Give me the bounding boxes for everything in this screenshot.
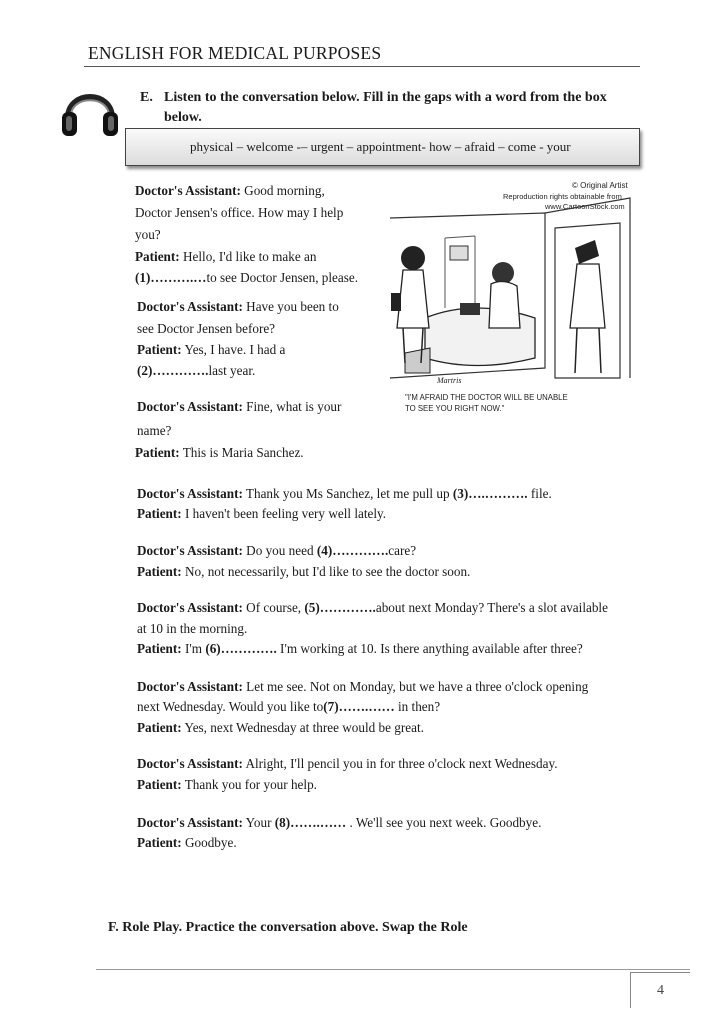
headphones-icon (58, 80, 122, 140)
speaker-label: Patient: (137, 835, 182, 850)
gap-4: (4)…………. (316, 543, 389, 558)
gap-5: (5)…………. (304, 600, 376, 615)
gap-1: (1)……….… (135, 270, 207, 285)
header-divider (84, 66, 640, 67)
speaker-label: Patient: (137, 777, 182, 792)
speaker-label: Doctor's Assistant: (137, 815, 243, 830)
gap-7: (7)…….…… (323, 699, 395, 714)
speaker-label: Patient: (137, 720, 182, 735)
dialogue-line: Doctor's Assistant: Do you need (4)………….care? (137, 543, 417, 558)
speaker-label: Doctor's Assistant: (137, 486, 243, 501)
dialogue-line: Doctor's Assistant: Have you been to (137, 299, 339, 314)
cartoon-rights-2: www.CartoonStock.com (545, 202, 625, 211)
dialogue-line: Patient: Yes, I have. I had a (137, 342, 286, 357)
dialogue-line: name? (137, 423, 172, 438)
cartoon-rights-1: Reproduction rights obtainable from (503, 192, 622, 201)
dialogue-line: Patient: Yes, next Wednesday at three would be great. (137, 720, 424, 735)
dialogue-line: Patient: Thank you for your help. (137, 777, 317, 792)
dialogue-line: you? (135, 227, 161, 242)
dialogue-line: Doctor Jensen's office. How may I help (135, 205, 344, 220)
dialogue-line: Doctor's Assistant: Good morning, (135, 183, 325, 198)
instruction-line-2: below. (164, 110, 202, 125)
dialogue-line: Doctor's Assistant: Let me see. Not on Monday, but we have a three o'clock opening (137, 679, 589, 694)
dialogue-line: next Wednesday. Would you like to(7)…….…… in then? (137, 699, 441, 714)
speaker-label: Doctor's Assistant: (137, 399, 243, 414)
speaker-label: Doctor's Assistant: (137, 543, 243, 558)
instruction-line-1: Listen to the conversation below. Fill in the gaps with a word from the box (164, 90, 607, 105)
dialogue-line: see Doctor Jensen before? (137, 321, 276, 336)
speaker-label: Patient: (135, 445, 180, 460)
dialogue-line: Doctor's Assistant: Thank you Ms Sanchez, let me pull up (3)….………. file. (137, 486, 552, 501)
page-title: ENGLISH FOR MEDICAL PURPOSES (88, 43, 382, 63)
gap-8: (8)…….…… (274, 815, 347, 830)
speaker-label: Patient: (137, 342, 182, 357)
exercise-letter: E. (140, 90, 153, 105)
dialogue-line: Doctor's Assistant: Alright, I'll pencil you in for three o'clock next Wednesday. (137, 756, 558, 771)
speaker-label: Doctor's Assistant: (135, 183, 241, 198)
cartoon-caption-2: TO SEE YOU RIGHT NOW." (405, 404, 505, 413)
dialogue-line: at 10 in the morning. (137, 621, 248, 636)
page-number: 4 (630, 972, 690, 1008)
exercise-f-instruction: F. Role Play. Practice the conversation above. Swap the Role (108, 920, 468, 935)
dialogue-line: Patient: I'm (6)…………. I'm working at 10. Is there anything available after three? (137, 641, 583, 656)
speaker-label: Patient: (137, 641, 182, 656)
dialogue-line: Patient: Goodbye. (137, 835, 237, 850)
speaker-label: Doctor's Assistant: (137, 299, 243, 314)
speaker-label: Patient: (137, 506, 182, 521)
speaker-label: Doctor's Assistant: (137, 756, 243, 771)
dialogue-line: Patient: This is Maria Sanchez. (135, 445, 304, 460)
cartoon-signature: Martris (437, 376, 462, 385)
speaker-label: Patient: (137, 564, 182, 579)
gap-3: (3)….………. (452, 486, 528, 501)
cartoon-image (385, 178, 635, 428)
speaker-label: Patient: (135, 249, 180, 264)
cartoon-caption-1: "I'M AFRAID THE DOCTOR WILL BE UNABLE (405, 393, 568, 402)
exercise-e-instruction (140, 88, 650, 128)
dialogue-line: Doctor's Assistant: Of course, (5)………….about next Monday? There's a slot available (137, 600, 608, 615)
dialogue-line: Patient: No, not necessarily, but I'd like to see the doctor soon. (137, 564, 471, 579)
dialogue-line: Doctor's Assistant: Fine, what is your (137, 399, 342, 414)
dialogue-line: Patient: Hello, I'd like to make an (135, 249, 317, 264)
dialogue-line: Patient: I haven't been feeling very well lately. (137, 506, 387, 521)
cartoon-copyright: © Original Artist (572, 181, 628, 190)
dialogue-line: (2)………….last year. (137, 363, 256, 378)
dialogue-line: (1)……….…to see Doctor Jensen, please. (135, 270, 359, 285)
dialogue-line: Doctor's Assistant: Your (8)…….…… . We'll see you next week. Goodbye. (137, 815, 542, 830)
speaker-label: Doctor's Assistant: (137, 679, 243, 694)
footer-divider (96, 969, 690, 970)
gap-2: (2)…………. (137, 363, 209, 378)
speaker-label: Doctor's Assistant: (137, 600, 243, 615)
gap-6: (6)…………. (205, 641, 277, 656)
word-bank-box: physical – welcome -– urgent – appointment- how – afraid – come - your (125, 128, 640, 166)
